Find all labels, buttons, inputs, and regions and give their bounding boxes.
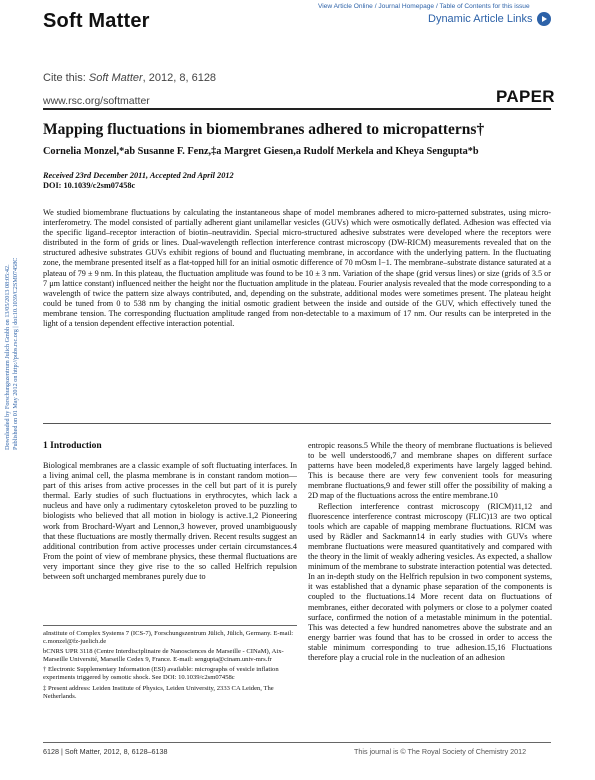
abstract-rule [43, 423, 551, 424]
footnote-affiliation-b: bCNRS UPR 3118 (Centre Interdisciplinaire de Nanosciences de Marseille - CINaM), Aix-Marseille Université, Marseille Cedex 9, France. E-mail: sengupta@cinam.univ-mrs.fr [43, 648, 284, 664]
journal-name: Soft Matter [43, 10, 150, 32]
footer-rule [43, 742, 551, 743]
footnote-affiliation-a: aInstitute of Complex Systems 7 (ICS-7), Forschungszentrum Jülich, Jülich, Germany. E-mail: c.monzel@fz-juelich.de [43, 630, 294, 646]
side-note-download: Downloaded by Forschungszentrum Julich Gmbh on 13/05/2013 08:05:42. [4, 264, 11, 450]
footer-citation: 6128 | Soft Matter, 2012, 8, 6128–6138 [43, 747, 168, 756]
table-of-contents-link[interactable]: Table of Contents for this issue [439, 3, 530, 10]
footnotes [43, 630, 297, 703]
section-heading-introduction: 1 Introduction [43, 441, 102, 451]
intro-paragraph: Reflection interference contrast microscopy (RICM)11,12 and fluorescence interference contrast microscopy (FLIC)13 are two optical tools which are capable of mapping membrane fluctuations. RICM was used by Rädler and Sackmann14 in early studies with GUVs where membrane fluctuations were measured quantitatively and compared with the theory in the limit of weakly adhering vesicles. As expected, a shallow minimum of the membrane to substrate interaction potential was detected. In an in-depth study on the Helfrich repulsion in two component systems, it was established that a dynamic phase separation of the components is coupled to the fluctuations.14 More recent data on fluctuations of membranes, either decorated with polymers or close to a polymer coated surface, confirmed the notion of a metastable minimum in the potential. This was detected a few hundred nanometres above the substrate and an energy barrier was found that has to be crossed in order to access the stable minimum corresponding to true adhesion.15,16 Fluctuations therefore play a crucial role in the nucleation of an adhesion [308, 501, 552, 662]
footnote-esi: † Electronic Supplementary Information (ESI) available: micrographs of vesicle inflation experiments triggered by osmotic shock. See DOI: 10.1039/c2sm07458c [43, 666, 279, 682]
article-doi: DOI: 10.1039/c2sm07458c [43, 181, 136, 190]
intro-left-column [43, 461, 297, 582]
cite-rest: , 2012, 8, 6128 [142, 72, 217, 84]
cite-prefix: Cite this: [43, 72, 89, 84]
download-side-note [4, 110, 20, 450]
dynamic-article-links[interactable] [428, 12, 551, 26]
intro-right-column [308, 441, 552, 663]
header-rule [43, 108, 551, 110]
side-note-published[interactable]: Published on 01 May 2012 on http://pubs.rsc.org | doi:10.1039/C2SM07458C [12, 257, 19, 450]
paper-label: PAPER [496, 87, 555, 106]
article-title: Mapping fluctuations in biomembranes adhered to micropatterns† [43, 121, 485, 138]
cite-journal: Soft Matter [88, 72, 143, 84]
author-list: Cornelia Monzel,*ab Susanne F. Fenz,‡a Margret Giesen,a Rudolf Merkela and Kheya Senguptа*b [43, 146, 479, 157]
footnote-rule [43, 625, 297, 626]
footer-copyright: This journal is © The Royal Society of Chemistry 2012 [354, 747, 527, 756]
intro-paragraph: Biological membranes are a classic example of soft fluctuating interfaces. In a living animal cell, the plasma membrane is in constant random motion—part of this arises from active processes in the cell but part of it is purely thermal. Early studies of such fluctuations in erythrocytes, which lack a nucleus and have only a rudimentary cytoskeleton proved to be puzzling to biologists who believed that all motion in biology is active.1,2 Pioneering work from Brochard-Wyart and Lennon,3 however, proved unambiguously that these fluctuations are mostly thermally driven. Recent results suggest an additional contribution from active processes under certain circumstances.4 From the point of view of membrane physics, these thermal fluctuations are very important since they give rise to the so called Helfrich repulsion between soft uncharged membranes purely due to [43, 461, 297, 582]
view-article-online-link[interactable]: View Article Online [318, 3, 373, 10]
footnote-present-address: ‡ Present address: Leiden Institute of Physics, Leiden University, 2333 CA Leiden, The Netherlands. [43, 684, 274, 700]
top-links: View Article Online / Journal Homepage / Table of Contents for this issue [318, 3, 530, 10]
intro-paragraph: entropic reasons.5 While the theory of membrane fluctuations is believed to be well understood6,7 and membrane shapes on different surface patterns have been modeled,8 experiments have largely lagged behind. This is because there are very few convenient tools for measuring membrane fluctuations,9 and fewer still offer the possibility of making a 2D map of the fluctuations across the entire membrane.10 [308, 441, 552, 501]
received-dates: Received 23rd December 2011, Accepted 2nd April 2012 [43, 171, 234, 180]
play-circle-icon[interactable] [537, 12, 551, 26]
journal-homepage-link[interactable]: Journal Homepage [378, 3, 435, 10]
journal-url[interactable]: www.rsc.org/softmatter [43, 95, 150, 107]
dynamic-links-label: Dynamic Article Links [428, 13, 533, 25]
citation-line [43, 72, 216, 84]
abstract: We studied biomembrane fluctuations by calculating the instantaneous shape of model membranes adhered to micro-patterned substrates, using micro-interferometry. The model consisted of partially adherent giant unilamellar vesicles (GUVs) which were osmotically deflated. Adhesion was effected via the specific ligand–receptor interaction of biotin–neutravidin. Special micro-structured adhesive substrates were developed where the receptors were distributed in the form of grids or lines. Dual-wavelength reflection interference contrast microscopy (DW-RICM) measurements revealed that on the structured adhesive substrates GUVs exhibit regions of bound and fluctuating membrane, in accordance with the underlying pattern. In the fluctuating zone, the membrane presented itself as a flat-topped hill for an initial osmotic difference of 70 mOsm l−1. The membrane–substrate distance saturated at a plateau of 79 ± 9 nm. In this plateau, the fluctuation amplitude was found to be 10 ± 3 nm. Variation of the shape (grid versus lines) or size (grids of 3.5 or 7 μm lattice constant) influenced neither the height nor the fluctuation amplitude in the plateau. Fourier analysis revealed that the mode corresponding to a wavelength of twice the pattern size always contributed, and, depending on the substrate, additional modes were sometimes present. The plateau height could be tuned from 0 to 538 nm by changing the initial osmotic gradient between the inside and outside of the GUV, which effectively tuned the membrane tension. The corresponding fluctuation amplitude ranged from non-detectable to a maximum of 17 nm. Our results can be interpreted in the light of a tension dependent effective interaction potential. [43, 208, 551, 329]
